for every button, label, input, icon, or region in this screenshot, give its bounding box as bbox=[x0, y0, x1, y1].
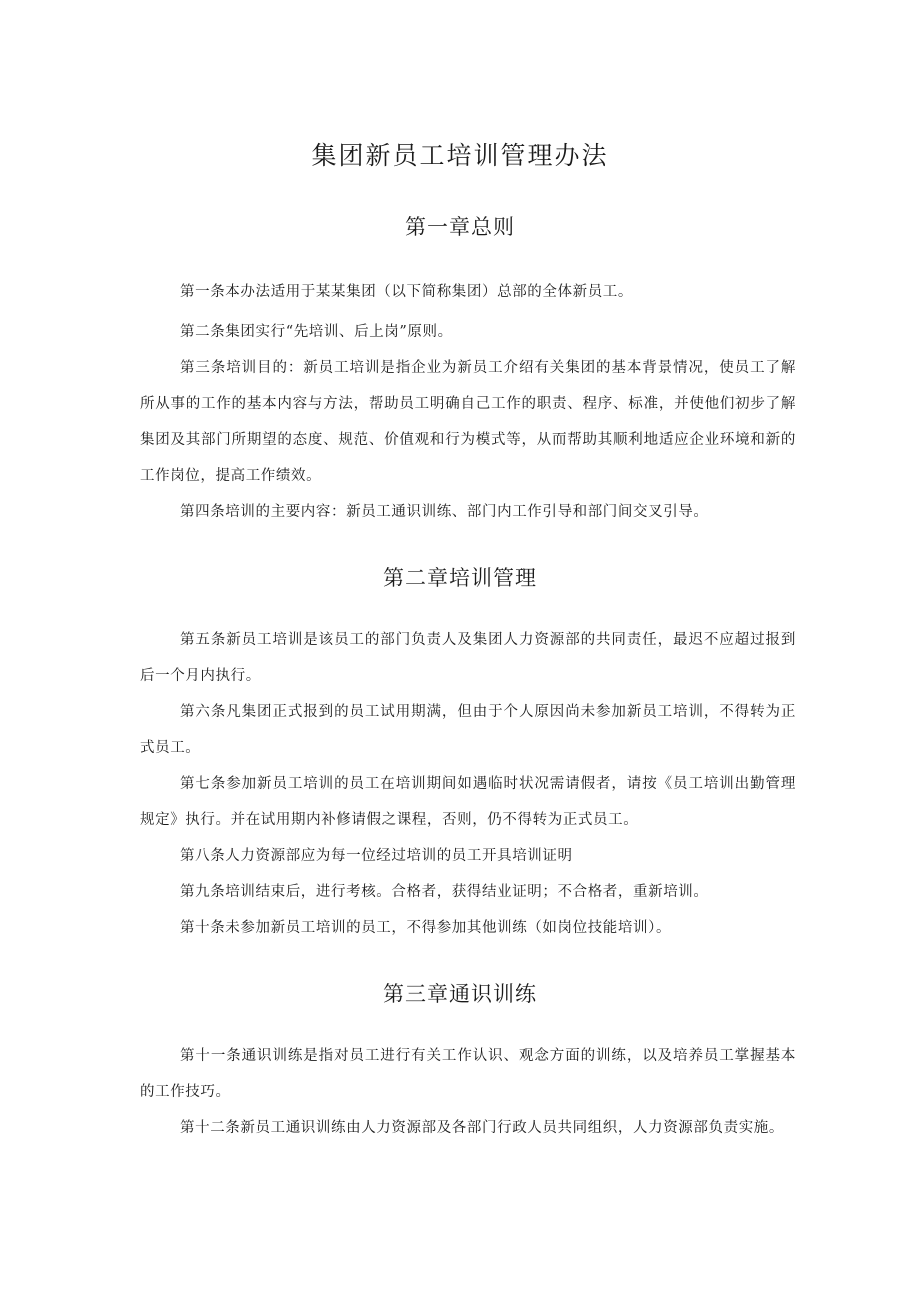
article-4: 第四条培训的主要内容：新员工通识训练、部门内工作引导和部门间交叉引导。 bbox=[180, 504, 709, 520]
article-6: 第六条凡集团正式报到的员工试用期满，但由于个人原因尚未参加新员工培训，不得转为正式员工。 bbox=[140, 704, 796, 756]
article-11: 第十一条通识训练是指对员工进行有关工作认识、观念方面的训练，以及培养员工掌握基本的工作技巧。 bbox=[140, 1048, 796, 1100]
article-8: 第八条人力资源部应为每一位经过培训的员工开具培训证明 bbox=[180, 848, 573, 864]
chapter-3-title: 第三章通识训练 bbox=[383, 982, 537, 1006]
article-5: 第五条新员工培训是该员工的部门负责人及集团人力资源部的共同责任，最迟不应超过报到后一个月内执行。 bbox=[140, 632, 796, 684]
article-2: 第二条集团实行“先培训、后上岗”原则。 bbox=[180, 324, 453, 340]
chapter-1-title: 第一章总则 bbox=[405, 215, 515, 239]
chapter-2-title: 第二章培训管理 bbox=[383, 566, 537, 590]
article-12: 第十二条新员工通识训练由人力资源部及各部门行政人员共同组织，人力资源部负责实施。 bbox=[180, 1120, 784, 1136]
document-title: 集团新员工培训管理办法 bbox=[311, 141, 609, 170]
article-9: 第九条培训结束后，进行考核。合格者，获得结业证明；不合格者，重新培训。 bbox=[180, 884, 709, 900]
article-7: 第七条参加新员工培训的员工在培训期间如遇临时状况需请假者，请按《员工培训出勤管理规定》执行。并在试用期内补修请假之课程，否则，仍不得转为正式员工。 bbox=[140, 776, 796, 828]
article-1: 第一条本办法适用于某某集团（以下简称集团）总部的全体新员工。 bbox=[180, 284, 633, 300]
article-10: 第十条未参加新员工培训的员工，不得参加其他训练（如岗位技能培训）。 bbox=[180, 920, 672, 936]
article-3: 第三条培训目的：新员工培训是指企业为新员工介绍有关集团的基本背景情况，使员工了解所从事的工作的基本内容与方法，帮助员工明确自己工作的职责、程序、标准，并使他们初步了解集团及其部门所期望的态度、规范、价值观和行为模式等，从而帮助其顺利地适应企业环境和新的工作岗位，提高工作绩效。 bbox=[140, 360, 796, 484]
